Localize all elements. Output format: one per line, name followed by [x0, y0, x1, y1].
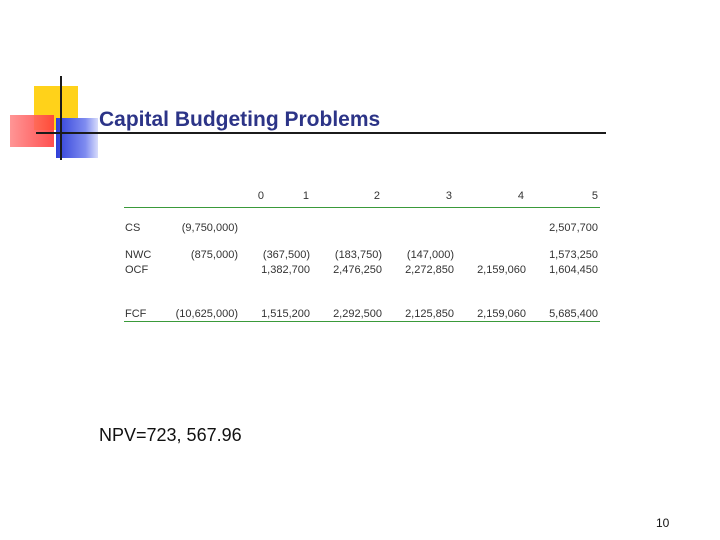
column-header-0: 0 [257, 190, 264, 202]
cell-cs-5: 2,507,700 [549, 222, 598, 234]
slide-title: Capital Budgeting Problems [99, 108, 381, 131]
cell-fcf-0: (10,625,000) [175, 308, 238, 320]
page-number: 10 [656, 516, 670, 530]
column-header-3: 3 [445, 190, 452, 202]
row-label-ocf: OCF [125, 264, 149, 276]
cell-nwc-5: 1,573,250 [549, 249, 598, 261]
cell-nwc-2: (183,750) [334, 249, 382, 261]
decorative-vertical-line [60, 76, 62, 160]
column-header-5: 5 [591, 190, 598, 202]
header-rule [124, 207, 600, 208]
cell-ocf-4: 2,159,060 [477, 264, 526, 276]
row-label-nwc: NWC [125, 249, 152, 261]
row-label-cs: CS [125, 222, 141, 234]
cell-nwc-0: (875,000) [190, 249, 238, 261]
cell-ocf-2: 2,476,250 [333, 264, 382, 276]
cell-ocf-1: 1,382,700 [261, 264, 310, 276]
cash-flow-table [124, 190, 600, 330]
cell-ocf-3: 2,272,850 [405, 264, 454, 276]
row-label-fcf: FCF [125, 308, 147, 320]
cell-nwc-3: (147,000) [406, 249, 454, 261]
footer-rule [124, 321, 600, 322]
column-header-1: 1 [302, 190, 309, 202]
npv-result: NPV=723, 567.96 [99, 425, 242, 445]
cell-fcf-3: 2,125,850 [405, 308, 454, 320]
cell-cs-0: (9,750,000) [181, 222, 238, 234]
column-header-4: 4 [517, 190, 524, 202]
cell-fcf-5: 5,685,400 [549, 308, 598, 320]
title-underline [36, 132, 606, 134]
column-header-2: 2 [373, 190, 380, 202]
cell-fcf-2: 2,292,500 [333, 308, 382, 320]
cell-fcf-4: 2,159,060 [477, 308, 526, 320]
decorative-blue-square [56, 118, 98, 158]
decorative-red-square [10, 115, 54, 147]
cell-ocf-5: 1,604,450 [549, 264, 598, 276]
cell-fcf-1: 1,515,200 [261, 308, 310, 320]
cell-nwc-1: (367,500) [262, 249, 310, 261]
